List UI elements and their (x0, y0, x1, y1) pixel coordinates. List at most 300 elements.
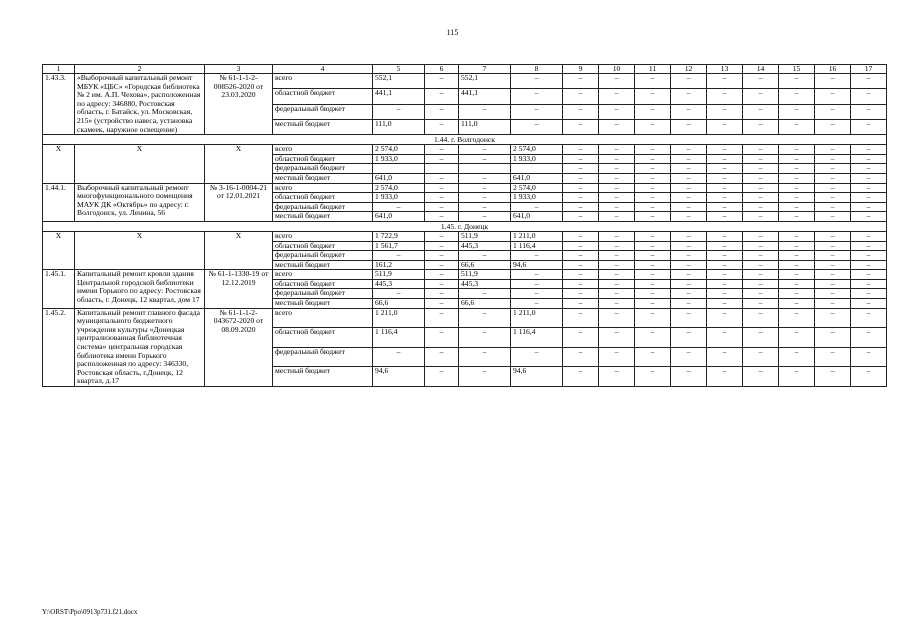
empty-year-cell: – (599, 193, 635, 203)
amount-cell: 66,6 (459, 299, 511, 309)
empty-year-cell: – (815, 289, 851, 299)
amount-cell: 2 574,0 (511, 183, 563, 193)
amount-cell: – (425, 145, 459, 155)
empty-year-cell: – (599, 289, 635, 299)
amount-cell: – (511, 74, 563, 89)
funding-source: местный бюджет (273, 299, 373, 309)
empty-year-cell: – (815, 367, 851, 387)
amount-cell: – (425, 202, 459, 212)
amount-cell: – (459, 289, 511, 299)
empty-year-cell: – (851, 251, 887, 261)
empty-year-cell: – (743, 164, 779, 174)
empty-year-cell: – (635, 308, 671, 328)
empty-year-cell: – (599, 367, 635, 387)
empty-year-cell: – (815, 193, 851, 203)
item-document: № 61-1-1-2-043672-2020 от 08.09.2020 (205, 308, 273, 386)
empty-year-cell: – (743, 74, 779, 89)
empty-year-cell: – (743, 347, 779, 367)
empty-year-cell: – (743, 279, 779, 289)
empty-year-cell: – (635, 104, 671, 119)
amount-cell: 94,6 (511, 260, 563, 270)
empty-year-cell: – (563, 119, 599, 134)
empty-year-cell: – (707, 212, 743, 222)
page-number: 115 (446, 28, 459, 37)
empty-year-cell: – (815, 299, 851, 309)
item-id: 1.43.3. (43, 74, 75, 135)
amount-cell: – (459, 308, 511, 328)
empty-year-cell: – (743, 145, 779, 155)
amount-cell: – (511, 202, 563, 212)
empty-year-cell: – (743, 89, 779, 104)
amount-cell (459, 164, 511, 174)
column-header: 16 (815, 65, 851, 74)
amount-cell: 641,0 (511, 173, 563, 183)
column-header: 14 (743, 65, 779, 74)
empty-year-cell: – (779, 154, 815, 164)
funding-source: областной бюджет (273, 241, 373, 251)
empty-year-cell: – (671, 89, 707, 104)
empty-year-cell: – (851, 270, 887, 280)
empty-year-cell: – (563, 104, 599, 119)
item-name: Х (75, 231, 205, 269)
empty-year-cell: – (563, 212, 599, 222)
amount-cell: – (425, 104, 459, 119)
empty-year-cell: – (779, 145, 815, 155)
empty-year-cell: – (599, 279, 635, 289)
empty-year-cell: – (743, 193, 779, 203)
amount-cell: – (373, 289, 425, 299)
amount-cell: – (459, 367, 511, 387)
empty-year-cell: – (743, 183, 779, 193)
amount-cell: – (459, 104, 511, 119)
amount-cell: – (373, 104, 425, 119)
empty-year-cell: – (671, 145, 707, 155)
empty-year-cell: – (779, 347, 815, 367)
amount-cell: – (511, 104, 563, 119)
funding-source: всего (273, 270, 373, 280)
amount-cell: 441,1 (373, 89, 425, 104)
amount-cell: 161,2 (373, 260, 425, 270)
column-header: 9 (563, 65, 599, 74)
empty-year-cell: – (779, 289, 815, 299)
empty-year-cell: – (563, 164, 599, 174)
empty-year-cell: – (599, 251, 635, 261)
amount-cell: – (459, 202, 511, 212)
amount-cell: 441,1 (459, 89, 511, 104)
empty-year-cell: – (635, 251, 671, 261)
amount-cell: – (459, 212, 511, 222)
empty-year-cell: – (599, 74, 635, 89)
empty-year-cell: – (635, 193, 671, 203)
empty-year-cell: – (707, 183, 743, 193)
empty-year-cell: – (599, 212, 635, 222)
empty-year-cell: – (743, 212, 779, 222)
empty-year-cell: – (779, 119, 815, 134)
empty-year-cell: – (779, 202, 815, 212)
empty-year-cell: – (635, 279, 671, 289)
empty-year-cell: – (671, 104, 707, 119)
empty-year-cell: – (599, 154, 635, 164)
amount-cell: – (425, 367, 459, 387)
amount-cell: – (425, 241, 459, 251)
empty-year-cell: – (815, 260, 851, 270)
empty-year-cell: – (815, 251, 851, 261)
funding-source: областной бюджет (273, 154, 373, 164)
item-id: 1.45.2. (43, 308, 75, 386)
amount-cell: 445,3 (373, 279, 425, 289)
empty-year-cell: – (779, 299, 815, 309)
amount-cell: – (425, 270, 459, 280)
empty-year-cell: – (635, 173, 671, 183)
empty-year-cell: – (563, 367, 599, 387)
empty-year-cell: – (851, 202, 887, 212)
item-name: Капитальный ремонт главного фасада муниципального бюджетного учреждения культуры «Донецкая централизованная библиотечная система» центральная городская библиотека имени Горького расположенная по адресу: 346330, Ростовская область, г.Донецк, 12 квартал, д.17 (75, 308, 205, 386)
empty-year-cell: – (743, 202, 779, 212)
empty-year-cell: – (599, 260, 635, 270)
amount-cell: 445,3 (459, 279, 511, 289)
funding-source: федеральный бюджет (273, 251, 373, 261)
empty-year-cell: – (815, 270, 851, 280)
empty-year-cell: – (851, 241, 887, 251)
table-row (43, 231, 887, 241)
empty-year-cell: – (743, 328, 779, 348)
amount-cell: – (425, 193, 459, 203)
amount-cell: 1 116,4 (511, 328, 563, 348)
amount-cell: – (425, 251, 459, 261)
empty-year-cell: – (743, 289, 779, 299)
empty-year-cell: – (779, 212, 815, 222)
empty-year-cell: – (707, 202, 743, 212)
empty-year-cell: – (671, 328, 707, 348)
empty-year-cell: – (851, 89, 887, 104)
empty-year-cell: – (635, 74, 671, 89)
empty-year-cell: – (671, 279, 707, 289)
amount-cell: – (511, 89, 563, 104)
amount-cell: – (425, 308, 459, 328)
amount-cell: 111,0 (373, 119, 425, 134)
empty-year-cell: – (851, 183, 887, 193)
amount-cell: 511,9 (459, 270, 511, 280)
empty-year-cell: – (779, 260, 815, 270)
amount-cell: 94,6 (511, 367, 563, 387)
empty-year-cell: – (671, 154, 707, 164)
empty-year-cell: – (707, 308, 743, 328)
empty-year-cell: – (563, 183, 599, 193)
empty-year-cell: – (851, 164, 887, 174)
amount-cell: 1 933,0 (373, 193, 425, 203)
amount-cell: – (511, 270, 563, 280)
empty-year-cell: – (815, 212, 851, 222)
empty-year-cell: – (563, 173, 599, 183)
empty-year-cell: – (815, 173, 851, 183)
empty-year-cell: – (599, 328, 635, 348)
amount-cell: 111,0 (459, 119, 511, 134)
column-header: 7 (459, 65, 511, 74)
empty-year-cell: – (851, 193, 887, 203)
empty-year-cell: – (851, 145, 887, 155)
empty-year-cell: – (599, 173, 635, 183)
empty-year-cell: – (779, 367, 815, 387)
empty-year-cell: – (563, 251, 599, 261)
empty-year-cell: – (563, 193, 599, 203)
empty-year-cell: – (707, 279, 743, 289)
table-row (43, 270, 887, 280)
empty-year-cell: – (671, 308, 707, 328)
empty-year-cell: – (563, 231, 599, 241)
header-row (43, 65, 887, 74)
empty-year-cell: – (599, 164, 635, 174)
amount-cell (511, 164, 563, 174)
funding-source: областной бюджет (273, 193, 373, 203)
column-header: 8 (511, 65, 563, 74)
empty-year-cell: – (707, 328, 743, 348)
empty-year-cell: – (707, 241, 743, 251)
empty-year-cell: – (815, 308, 851, 328)
empty-year-cell: – (635, 164, 671, 174)
amount-cell: – (425, 74, 459, 89)
amount-cell: – (425, 173, 459, 183)
empty-year-cell: – (707, 251, 743, 261)
empty-year-cell: – (707, 289, 743, 299)
column-header: 17 (851, 65, 887, 74)
empty-year-cell: – (851, 299, 887, 309)
empty-year-cell: – (599, 202, 635, 212)
empty-year-cell: – (707, 347, 743, 367)
empty-year-cell: – (635, 212, 671, 222)
amount-cell: – (373, 347, 425, 367)
empty-year-cell: – (635, 183, 671, 193)
empty-year-cell: – (563, 89, 599, 104)
empty-year-cell: – (707, 260, 743, 270)
empty-year-cell: – (815, 183, 851, 193)
empty-year-cell: – (671, 164, 707, 174)
empty-year-cell: – (743, 104, 779, 119)
section-title: 1.44. г. Волгодонск (43, 135, 887, 145)
empty-year-cell: – (599, 89, 635, 104)
empty-year-cell: – (599, 104, 635, 119)
funding-source: областной бюджет (273, 279, 373, 289)
funding-source: местный бюджет (273, 173, 373, 183)
empty-year-cell: – (635, 299, 671, 309)
funding-source: всего (273, 74, 373, 89)
amount-cell: – (459, 251, 511, 261)
empty-year-cell: – (671, 251, 707, 261)
empty-year-cell: – (671, 299, 707, 309)
empty-year-cell: – (815, 145, 851, 155)
amount-cell: – (373, 251, 425, 261)
empty-year-cell: – (815, 89, 851, 104)
funding-source: федеральный бюджет (273, 164, 373, 174)
item-document: Х (205, 145, 273, 183)
empty-year-cell: – (779, 164, 815, 174)
amount-cell: – (511, 279, 563, 289)
amount-cell: 1 722,9 (373, 231, 425, 241)
empty-year-cell: – (671, 74, 707, 89)
amount-cell: – (511, 289, 563, 299)
empty-year-cell: – (635, 289, 671, 299)
empty-year-cell: – (815, 241, 851, 251)
amount-cell: 511,9 (459, 231, 511, 241)
empty-year-cell: – (635, 367, 671, 387)
amount-cell: 445,3 (459, 241, 511, 251)
empty-year-cell: – (851, 212, 887, 222)
table-row (43, 145, 887, 155)
empty-year-cell: – (563, 202, 599, 212)
item-id: 1.44.1. (43, 183, 75, 221)
amount-cell: – (425, 183, 459, 193)
empty-year-cell: – (743, 270, 779, 280)
empty-year-cell: – (743, 241, 779, 251)
amount-cell (425, 164, 459, 174)
empty-year-cell: – (743, 367, 779, 387)
empty-year-cell: – (815, 74, 851, 89)
funding-source: местный бюджет (273, 260, 373, 270)
amount-cell: – (459, 328, 511, 348)
empty-year-cell: – (635, 154, 671, 164)
amount-cell: 511,9 (373, 270, 425, 280)
empty-year-cell: – (815, 279, 851, 289)
item-id: 1.45.1. (43, 270, 75, 308)
empty-year-cell: – (635, 145, 671, 155)
funding-source: всего (273, 183, 373, 193)
empty-year-cell: – (635, 241, 671, 251)
empty-year-cell: – (743, 299, 779, 309)
funding-source: федеральный бюджет (273, 104, 373, 119)
empty-year-cell: – (779, 74, 815, 89)
funding-source: всего (273, 145, 373, 155)
amount-cell: – (459, 347, 511, 367)
column-header: 12 (671, 65, 707, 74)
funding-source: федеральный бюджет (273, 202, 373, 212)
amount-cell: – (425, 89, 459, 104)
item-name: Капитальный ремонт кровли здания Центральной городской библиотеки имени Горького по адресу: Ростовская область, г. Донецк, 12 квартал, дом 17 (75, 270, 205, 308)
empty-year-cell: – (671, 347, 707, 367)
amount-cell: – (425, 347, 459, 367)
amount-cell: 1 116,4 (511, 241, 563, 251)
empty-year-cell: – (635, 328, 671, 348)
section-title: 1.45. г. Донецк (43, 221, 887, 231)
empty-year-cell: – (851, 260, 887, 270)
amount-cell: – (425, 299, 459, 309)
amount-cell: 94,6 (373, 367, 425, 387)
empty-year-cell: – (851, 74, 887, 89)
amount-cell: 1 211,0 (373, 308, 425, 328)
funding-source: областной бюджет (273, 89, 373, 104)
column-header: 10 (599, 65, 635, 74)
funding-source: всего (273, 231, 373, 241)
empty-year-cell: – (563, 145, 599, 155)
empty-year-cell: – (707, 164, 743, 174)
column-header: 3 (205, 65, 273, 74)
amount-cell: 66,6 (373, 299, 425, 309)
empty-year-cell: – (779, 279, 815, 289)
empty-year-cell: – (707, 367, 743, 387)
funding-source: местный бюджет (273, 119, 373, 134)
empty-year-cell: – (599, 145, 635, 155)
empty-year-cell: – (815, 328, 851, 348)
empty-year-cell: – (599, 347, 635, 367)
empty-year-cell: – (743, 231, 779, 241)
empty-year-cell: – (707, 145, 743, 155)
empty-year-cell: – (707, 270, 743, 280)
empty-year-cell: – (671, 241, 707, 251)
amount-cell: 2 574,0 (511, 145, 563, 155)
empty-year-cell: – (671, 173, 707, 183)
funding-source: местный бюджет (273, 212, 373, 222)
funding-source: всего (273, 308, 373, 328)
empty-year-cell: – (707, 193, 743, 203)
amount-cell: – (425, 119, 459, 134)
empty-year-cell: – (743, 119, 779, 134)
amount-cell: 641,0 (373, 173, 425, 183)
empty-year-cell: – (563, 241, 599, 251)
empty-year-cell: – (815, 202, 851, 212)
amount-cell: – (459, 183, 511, 193)
empty-year-cell: – (563, 270, 599, 280)
empty-year-cell: – (779, 104, 815, 119)
amount-cell: 1 116,4 (373, 328, 425, 348)
funding-source: федеральный бюджет (273, 289, 373, 299)
column-header: 15 (779, 65, 815, 74)
item-document: № 61-1-1330-19 от 12.12.2019 (205, 270, 273, 308)
empty-year-cell: – (779, 241, 815, 251)
empty-year-cell: – (563, 328, 599, 348)
empty-year-cell: – (599, 308, 635, 328)
empty-year-cell: – (671, 270, 707, 280)
column-header: 13 (707, 65, 743, 74)
empty-year-cell: – (707, 74, 743, 89)
amount-cell: 641,0 (373, 212, 425, 222)
empty-year-cell: – (671, 289, 707, 299)
amount-cell: 2 574,0 (373, 145, 425, 155)
empty-year-cell: – (851, 367, 887, 387)
empty-year-cell: – (707, 104, 743, 119)
empty-year-cell: – (599, 241, 635, 251)
empty-year-cell: – (779, 251, 815, 261)
amount-cell: – (511, 119, 563, 134)
amount-cell: – (425, 260, 459, 270)
empty-year-cell: – (635, 89, 671, 104)
empty-year-cell: – (779, 328, 815, 348)
empty-year-cell: – (851, 104, 887, 119)
amount-cell: 1 561,7 (373, 241, 425, 251)
column-header: 4 (273, 65, 373, 74)
empty-year-cell: – (743, 251, 779, 261)
empty-year-cell: – (743, 154, 779, 164)
empty-year-cell: – (815, 164, 851, 174)
empty-year-cell: – (635, 202, 671, 212)
item-name: «Выборочный капитальный ремонт МБУК «ЦБС» «Городская библиотека № 2 им. А.П. Чехова», расположенная по адресу: 346880, Ростовская область, г. Батайск, ул. Московская, 215» (устройство навеса, установка скамеек, наружное освещение) (75, 74, 205, 135)
amount-cell: – (511, 299, 563, 309)
empty-year-cell: – (599, 231, 635, 241)
amount-cell: – (459, 193, 511, 203)
empty-year-cell: – (815, 104, 851, 119)
amount-cell: – (459, 154, 511, 164)
empty-year-cell: – (599, 299, 635, 309)
empty-year-cell: – (563, 347, 599, 367)
empty-year-cell: – (635, 231, 671, 241)
amount-cell: 1 933,0 (511, 154, 563, 164)
empty-year-cell: – (707, 119, 743, 134)
empty-year-cell: – (635, 119, 671, 134)
empty-year-cell: – (707, 89, 743, 104)
column-header: 6 (425, 65, 459, 74)
section-row (43, 221, 887, 231)
item-id: Х (43, 145, 75, 183)
budget-table (42, 64, 887, 387)
empty-year-cell: – (851, 154, 887, 164)
empty-year-cell: – (671, 119, 707, 134)
